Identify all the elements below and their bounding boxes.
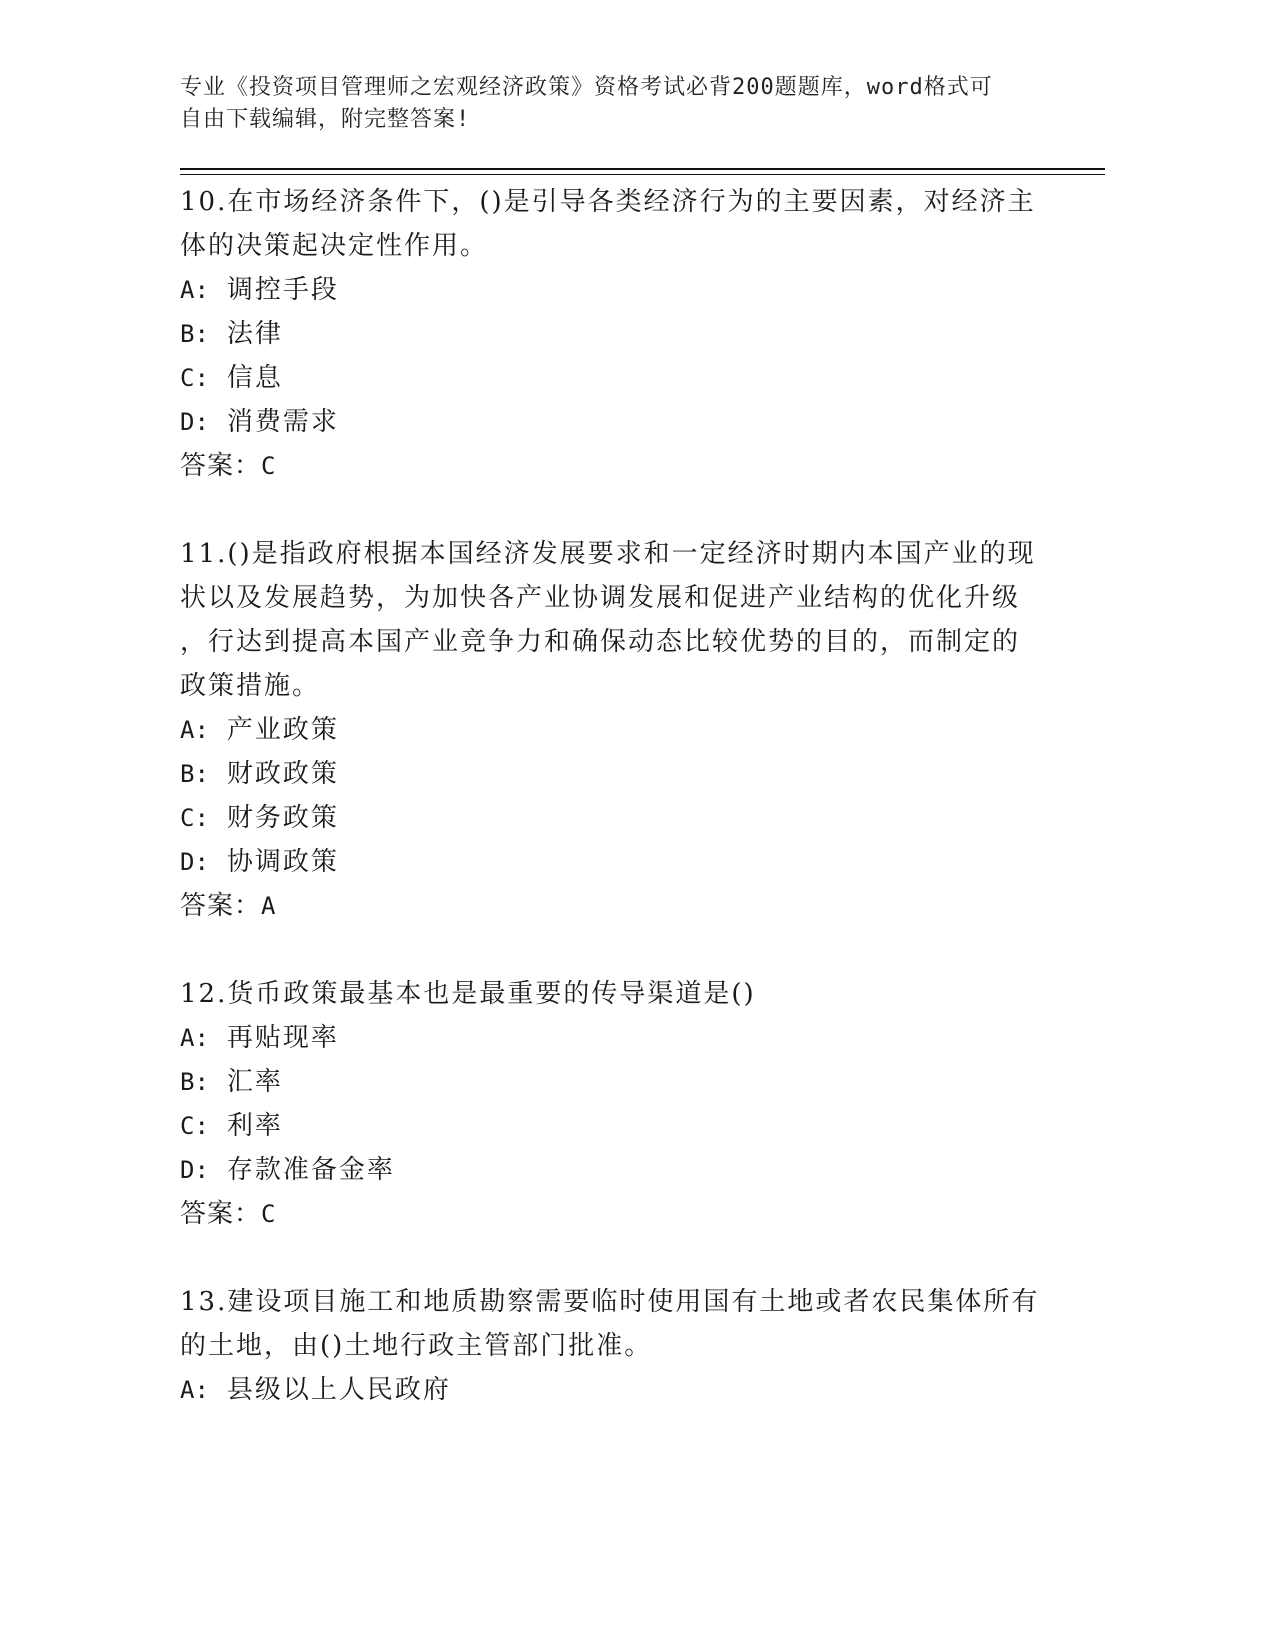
option-c: C: 利率: [180, 1111, 283, 1141]
option-b: B: 法律: [180, 319, 283, 349]
header-line-2: 自由下载编辑，附完整答案!: [180, 107, 471, 132]
option-text: 协调政策: [226, 847, 339, 877]
option-a: A: 再贴现率: [180, 1023, 339, 1053]
document-header: [180, 72, 1040, 136]
option-d: D: 消费需求: [180, 407, 339, 437]
stem-line: 10.在市场经济条件下，()是引导各类经济行为的主要因素，对经济主: [180, 187, 1036, 217]
stem-line: 状以及发展趋势，为加快各产业协调发展和促进产业结构的优化升级: [180, 583, 1021, 613]
question-stem: [180, 532, 1080, 708]
option-c: C: 信息: [180, 363, 283, 393]
answer-value: C: [261, 1200, 277, 1228]
question-13: [180, 1280, 1080, 1412]
option-text: 调控手段: [226, 275, 339, 305]
answer-line: [180, 1192, 1080, 1236]
option-key: A: [180, 1024, 195, 1052]
option-key: B: [180, 1068, 195, 1096]
option-text: 利率: [226, 1111, 283, 1141]
question-stem: [180, 972, 1080, 1016]
option-key: D: [180, 1156, 195, 1184]
option-text: 再贴现率: [226, 1023, 339, 1053]
option-key: C: [180, 1112, 195, 1140]
answer-line: [180, 444, 1080, 488]
question-stem: [180, 180, 1080, 268]
option-key: A: [180, 1376, 195, 1404]
header-rule-thin: [180, 174, 1105, 175]
option-key: D: [180, 848, 195, 876]
option-text: 存款准备金率: [226, 1155, 395, 1185]
answer-label: 答案：: [180, 891, 262, 921]
header-rule-thick: [180, 168, 1105, 170]
stem-line: 体的决策起决定性作用。: [180, 231, 489, 261]
stem-line: 13.建设项目施工和地质勘察需要临时使用国有土地或者农民集体所有: [180, 1287, 1040, 1317]
option-key: A: [180, 276, 195, 304]
stem-line: 12.货币政策最基本也是最重要的传导渠道是(): [180, 979, 756, 1009]
stem-line: ，行达到提高本国产业竞争力和确保动态比较优势的目的，而制定的: [180, 627, 1021, 657]
option-text: 县级以上人民政府: [226, 1375, 451, 1405]
option-c: C: 财务政策: [180, 803, 339, 833]
option-key: A: [180, 716, 195, 744]
option-key: B: [180, 320, 195, 348]
option-a: A: 县级以上人民政府: [180, 1375, 451, 1405]
option-d: D: 存款准备金率: [180, 1155, 395, 1185]
answer-label: 答案：: [180, 1199, 262, 1229]
option-b: B: 汇率: [180, 1067, 283, 1097]
question-11: [180, 532, 1080, 928]
question-stem: [180, 1280, 1080, 1368]
option-text: 法律: [226, 319, 283, 349]
answer-value: A: [261, 892, 277, 920]
option-text: 信息: [226, 363, 283, 393]
option-text: 产业政策: [226, 715, 339, 745]
option-key: C: [180, 364, 195, 392]
option-a: A: 调控手段: [180, 275, 339, 305]
question-12: [180, 972, 1080, 1236]
question-list: [180, 180, 1080, 1412]
answer-value: C: [261, 452, 277, 480]
stem-line: 的土地，由()土地行政主管部门批准。: [180, 1331, 653, 1361]
answer-line: [180, 884, 1080, 928]
option-key: B: [180, 760, 195, 788]
stem-line: 11.()是指政府根据本国经济发展要求和一定经济时期内本国产业的现: [180, 539, 1036, 569]
stem-line: 政策措施。: [180, 671, 321, 701]
answer-label: 答案：: [180, 451, 262, 481]
option-b: B: 财政政策: [180, 759, 339, 789]
option-text: 消费需求: [226, 407, 339, 437]
option-text: 财务政策: [226, 803, 339, 833]
option-d: D: 协调政策: [180, 847, 339, 877]
option-key: C: [180, 804, 195, 832]
option-a: A: 产业政策: [180, 715, 339, 745]
question-10: [180, 180, 1080, 488]
option-text: 财政政策: [226, 759, 339, 789]
header-line-1: 专业《投资项目管理师之宏观经济政策》资格考试必背200题题库，word格式可: [180, 75, 993, 100]
option-text: 汇率: [226, 1067, 283, 1097]
option-key: D: [180, 408, 195, 436]
